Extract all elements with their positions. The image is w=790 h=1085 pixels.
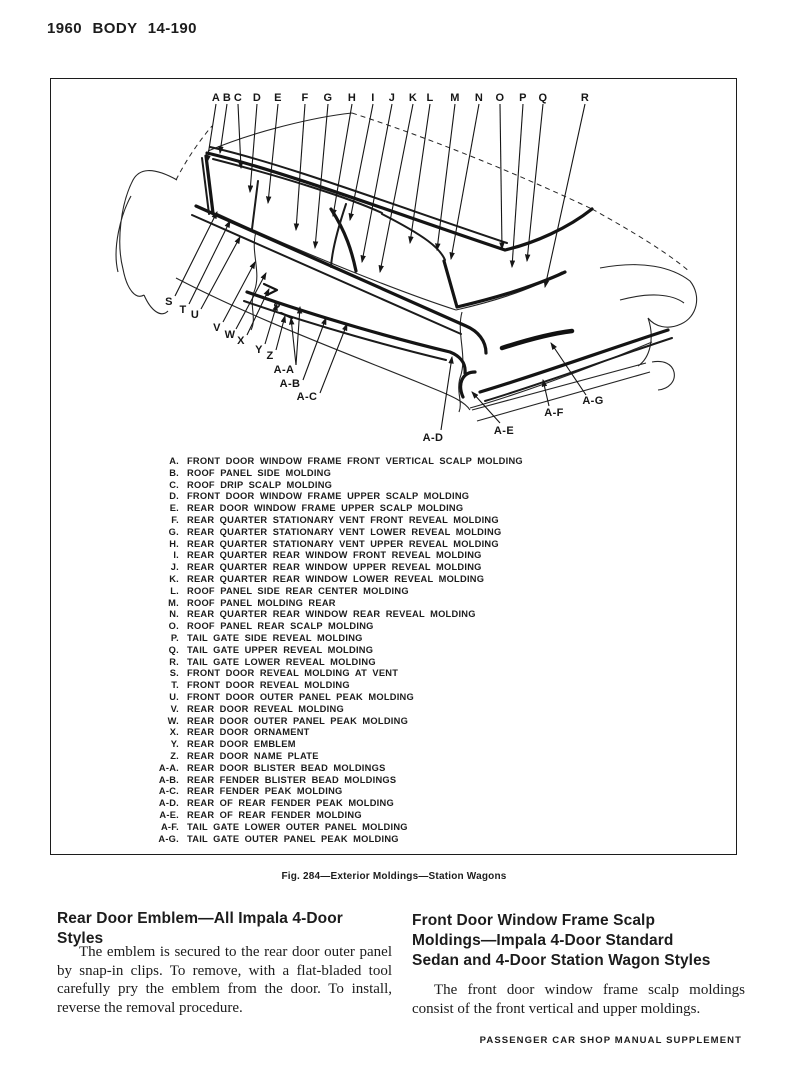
- callout-leader-line: [189, 221, 230, 304]
- callout-leader-line: [315, 104, 328, 248]
- legend-name: TAIL GATE LOWER REVEAL MOLDING: [187, 656, 376, 667]
- legend-key: E.: [169, 503, 179, 514]
- legend-key: G.: [168, 526, 179, 537]
- callout-label: R: [580, 92, 590, 104]
- callout-label: U: [190, 309, 200, 321]
- callout-label: G: [323, 92, 333, 104]
- callout-label: T: [179, 304, 187, 316]
- callout-leader-line: [320, 324, 347, 393]
- legend-row: [152, 763, 523, 775]
- legend-row: [152, 727, 523, 739]
- legend-name: REAR DOOR WINDOW FRAME UPPER SCALP MOLDING: [187, 503, 464, 514]
- legend-name: TAIL GATE OUTER PANEL PEAK MOLDING: [187, 833, 399, 844]
- legend-row: [152, 834, 523, 846]
- legend-name: REAR DOOR NAME PLATE: [187, 750, 319, 761]
- legend-row: [152, 692, 523, 704]
- heading-line: Moldings—Impala 4-Door Standard: [412, 932, 674, 949]
- legend-key: X.: [169, 727, 179, 738]
- legend-key: W.: [167, 715, 179, 726]
- legend-row: [152, 527, 523, 539]
- legend-name: REAR QUARTER STATIONARY VENT LOWER REVEAL MOLDING: [187, 526, 502, 537]
- callout-label: A-F: [544, 407, 564, 419]
- section-body-rear-door-emblem: The emblem is secured to the rear door outer panel by snap-in clips. To remove, with a flat-bladed tool carefully pry the emblem from the door. To install, reverse the removal procedure.: [57, 944, 392, 1016]
- legend-row: [152, 798, 523, 810]
- legend-name: REAR QUARTER REAR WINDOW REAR REVEAL MOLDING: [187, 609, 476, 620]
- legend-name: ROOF PANEL REAR SCALP MOLDING: [187, 621, 374, 632]
- callout-label: J: [388, 92, 396, 104]
- callout-leader-line: [545, 104, 585, 287]
- callout-label: A-G: [582, 395, 604, 407]
- legend-row: [152, 586, 523, 598]
- station-wagon-line-art: [50, 78, 738, 458]
- legend-row: [152, 491, 523, 503]
- legend-name: FRONT DOOR REVEAL MOLDING: [187, 680, 350, 691]
- callout-leader-line: [512, 104, 523, 267]
- callout-label: S: [165, 296, 173, 308]
- legend-row: [152, 680, 523, 692]
- callout-label: H: [347, 92, 357, 104]
- legend-row: [152, 550, 523, 562]
- legend-key: A-F.: [160, 821, 179, 832]
- callout-leader-line: [362, 104, 392, 262]
- callout-label: A: [211, 92, 221, 104]
- callout-leader-line: [220, 104, 227, 153]
- legend-key: D.: [169, 491, 179, 502]
- callout-label: Z: [266, 350, 274, 362]
- legend-key: I.: [173, 550, 179, 561]
- callout-label: K: [408, 92, 418, 104]
- legend-name: FRONT DOOR WINDOW FRAME FRONT VERTICAL SCALP MOLDING: [187, 456, 523, 466]
- legend-key: U.: [169, 691, 179, 702]
- legend-key: F.: [171, 514, 179, 525]
- callout-label: A-A: [273, 364, 295, 376]
- callout-label: L: [426, 92, 434, 104]
- legend-row: [152, 716, 523, 728]
- legend-row: [152, 704, 523, 716]
- legend-key: K.: [169, 573, 179, 584]
- callout-label: V: [213, 322, 221, 334]
- legend-name: FRONT DOOR OUTER PANEL PEAK MOLDING: [187, 691, 414, 702]
- callout-leader-line: [500, 104, 502, 249]
- callout-leader-line: [303, 318, 326, 380]
- callout-leader-line: [201, 237, 240, 309]
- legend-row: [152, 609, 523, 621]
- legend-key: V.: [170, 703, 179, 714]
- callout-label: N: [474, 92, 484, 104]
- callout-leader-line: [441, 357, 452, 430]
- heading-line: Sedan and 4-Door Station Wagon Styles: [412, 952, 711, 969]
- legend-row: [152, 468, 523, 480]
- legend-name: TAIL GATE UPPER REVEAL MOLDING: [187, 644, 374, 655]
- legend-key: J.: [170, 562, 179, 573]
- callout-leader-line: [268, 104, 278, 203]
- legend-name: REAR QUARTER STATIONARY VENT FRONT REVEAL MOLDING: [187, 514, 499, 525]
- section-heading-front-door-scalp: [412, 911, 745, 971]
- callout-leader-line: [291, 318, 296, 365]
- legend-row: [152, 562, 523, 574]
- legend-row: [152, 456, 523, 468]
- figure-caption: Fig. 284—Exterior Moldings—Station Wagons: [281, 871, 507, 882]
- page-header: 1960 BODY 14-190: [47, 20, 197, 37]
- legend-key: T.: [171, 680, 179, 691]
- legend-name: REAR QUARTER STATIONARY VENT UPPER REVEAL MOLDING: [187, 538, 499, 549]
- legend-row: [152, 539, 523, 551]
- legend-name: REAR FENDER BLISTER BEAD MOLDINGS: [187, 774, 397, 785]
- legend-name: FRONT DOOR WINDOW FRAME UPPER SCALP MOLDING: [187, 491, 470, 502]
- legend-name: ROOF PANEL SIDE MOLDING: [187, 467, 332, 478]
- legend-key: Q.: [168, 644, 179, 655]
- legend-key: C.: [169, 479, 179, 490]
- callout-label: B: [222, 92, 232, 104]
- callout-label: W: [224, 329, 236, 341]
- legend-key: N.: [169, 609, 179, 620]
- legend-row: [152, 480, 523, 492]
- callout-leader-line: [296, 307, 300, 365]
- callout-label: A-C: [296, 391, 318, 403]
- legend-row: [152, 645, 523, 657]
- legend-row: [152, 739, 523, 751]
- legend-name: ROOF PANEL MOLDING REAR: [187, 597, 336, 608]
- legend-key: S.: [169, 668, 179, 679]
- callout-leader-line: [175, 212, 217, 296]
- legend-name: REAR DOOR REVEAL MOLDING: [187, 703, 344, 714]
- car-body-paths: [116, 113, 697, 421]
- legend-key: A-G.: [158, 833, 179, 844]
- legend-key: A-E.: [159, 809, 179, 820]
- legend-row: [152, 621, 523, 633]
- callout-label: P: [519, 92, 527, 104]
- callout-label: M: [450, 92, 460, 104]
- page-footer: PASSENGER CAR SHOP MANUAL SUPPLEMENT: [479, 1035, 742, 1046]
- legend-name: TAIL GATE SIDE REVEAL MOLDING: [187, 632, 363, 643]
- legend-name: REAR OF REAR FENDER MOLDING: [187, 809, 362, 820]
- legend-row: [152, 515, 523, 527]
- legend-key: A-B.: [158, 774, 179, 785]
- legend-name: REAR QUARTER REAR WINDOW LOWER REVEAL MOLDING: [187, 573, 485, 584]
- legend-key: A-D.: [158, 798, 179, 809]
- callout-label: A-B: [279, 378, 301, 390]
- legend-row: [152, 751, 523, 763]
- legend-row: [152, 598, 523, 610]
- callout-label: O: [495, 92, 505, 104]
- legend-row: [152, 810, 523, 822]
- legend-name: ROOF PANEL SIDE REAR CENTER MOLDING: [187, 585, 409, 596]
- legend-name: REAR QUARTER REAR WINDOW FRONT REVEAL MOLDING: [187, 550, 482, 561]
- legend-name: REAR DOOR OUTER PANEL PEAK MOLDING: [187, 715, 409, 726]
- legend-key: O.: [168, 621, 179, 632]
- legend-name: ROOF DRIP SCALP MOLDING: [187, 479, 333, 490]
- callout-label: Q: [538, 92, 548, 104]
- legend-key: R.: [169, 656, 179, 667]
- callout-leader-line: [238, 104, 241, 168]
- molding-legend: [152, 456, 523, 845]
- legend-key: A.: [169, 456, 179, 466]
- legend-name: REAR DOOR ORNAMENT: [187, 727, 310, 738]
- legend-name: TAIL GATE LOWER OUTER PANEL MOLDING: [187, 821, 408, 832]
- legend-row: [152, 786, 523, 798]
- callout-label: C: [233, 92, 243, 104]
- callout-label: A-D: [422, 432, 444, 444]
- legend-row: [152, 775, 523, 787]
- callout-leader-line: [380, 104, 413, 272]
- legend-key: Z.: [170, 750, 179, 761]
- callout-label: I: [371, 92, 375, 104]
- legend-key: Y.: [170, 739, 179, 750]
- legend-name: REAR QUARTER REAR WINDOW UPPER REVEAL MOLDING: [187, 562, 482, 573]
- callout-label: Y: [255, 344, 263, 356]
- legend-row: [152, 668, 523, 680]
- callout-leader-line: [437, 104, 455, 250]
- legend-key: P.: [170, 632, 179, 643]
- callout-leader-line: [276, 316, 285, 350]
- heading-line: Front Door Window Frame Scalp: [412, 912, 656, 929]
- legend-row: [152, 633, 523, 645]
- callout-label: E: [274, 92, 282, 104]
- legend-name: REAR DOOR EMBLEM: [187, 739, 296, 750]
- legend-key: M.: [168, 597, 179, 608]
- legend-row: [152, 657, 523, 669]
- section-heading-rear-door-emblem: Rear Door Emblem—All Impala 4-Door Styles: [57, 910, 343, 947]
- legend-row: [152, 503, 523, 515]
- callout-label: D: [252, 92, 262, 104]
- legend-row: [152, 822, 523, 834]
- callout-label: A-E: [493, 425, 515, 437]
- legend-name: FRONT DOOR REVEAL MOLDING AT VENT: [187, 668, 399, 679]
- callout-leader-line: [250, 104, 257, 192]
- legend-name: REAR FENDER PEAK MOLDING: [187, 786, 343, 797]
- callout-layer: [165, 92, 604, 444]
- callout-label: F: [301, 92, 309, 104]
- legend-key: A-C.: [158, 786, 179, 797]
- legend-name: REAR OF REAR FENDER PEAK MOLDING: [187, 798, 394, 809]
- legend-row: [152, 574, 523, 586]
- legend-name: REAR DOOR BLISTER BEAD MOLDINGS: [187, 762, 386, 773]
- legend-key: L.: [170, 585, 179, 596]
- legend-key: A-A.: [158, 762, 179, 773]
- section-body-front-door-scalp: The front door window frame scalp moldings consist of the front vertical and upper moldings.: [412, 982, 745, 1017]
- legend-key: H.: [169, 538, 179, 549]
- legend-key: B.: [169, 467, 179, 478]
- callout-leader-line: [236, 273, 266, 329]
- callout-label: X: [237, 335, 245, 347]
